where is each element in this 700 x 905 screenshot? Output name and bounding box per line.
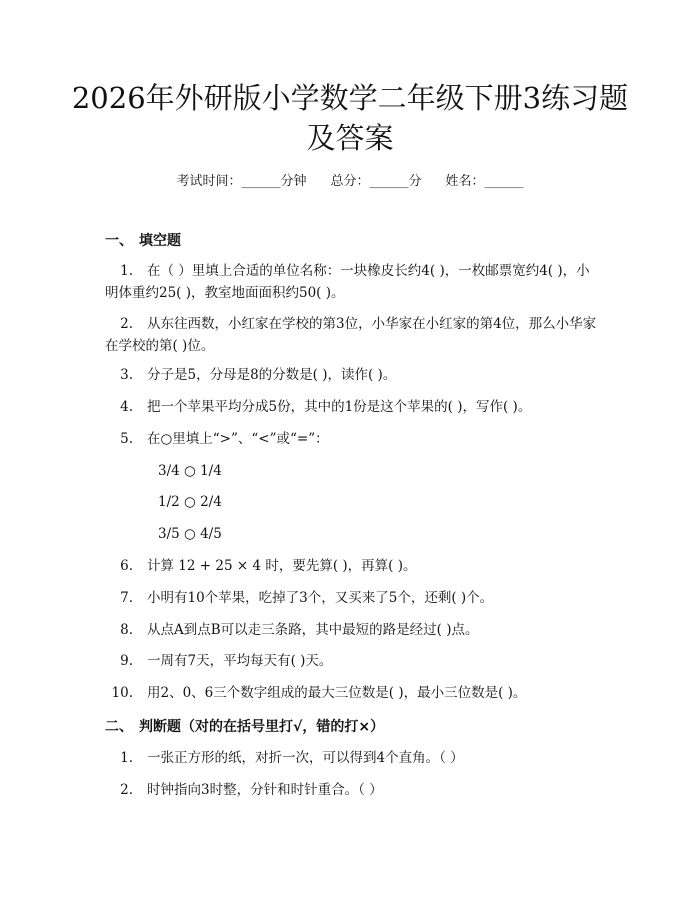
question-text: 分子是5，分母是8的分数是( )，读作( )。 [147,367,397,383]
question-item [105,587,605,609]
section-title: 填空题 [139,233,181,249]
section-heading [105,230,181,250]
question-number: 4. [120,399,133,415]
question-number: 2. [120,782,133,798]
question-item [105,396,605,418]
question-number: 9. [120,653,133,669]
question-text: 一张正方形的纸，对折一次，可以得到4个直角。（ ） [147,750,464,766]
section-number: 一、 [105,233,133,249]
comparison-item: 3/5 ○ 4/5 [158,526,222,542]
comparison-item: 1/2 ○ 2/4 [158,494,222,510]
question-number: 1. [120,263,133,279]
question-number: 2. [120,316,133,332]
student-name: 姓名：______ [445,174,524,189]
exam-time: 考试时间：______分钟 [176,174,307,189]
question-item [105,747,605,769]
question-text: 在（ ）里填上合适的单位名称：一块橡皮长约4( )，一枚邮票宽约4( )，小明体重约25( )，教室地面面积约50( )。 [105,263,590,301]
question-item [105,364,605,386]
question-text: 小明有10个苹果，吃掉了3个，又买来了5个，还剩( )个。 [147,590,494,606]
question-text: 时钟指向3时整，分针和时针重合。（ ） [147,782,383,798]
question-number: 10. [111,685,133,701]
section-title: 判断题（对的在括号里打√，错的打×） [139,719,385,735]
question-item [105,260,600,304]
section-heading [105,716,384,736]
question-text: 从点A到点B可以走三条路，其中最短的路是经过( )点。 [147,622,479,638]
question-number: 5. [120,431,133,447]
question-item [105,555,605,577]
question-item [105,313,600,357]
question-item [105,428,605,450]
question-text: 用2、0、6三个数字组成的最大三位数是( )，最小三位数是( )。 [147,685,527,701]
question-number: 7. [120,590,133,606]
question-item [105,650,605,672]
page-title: 2026年外研版小学数学二年级下册3练习题及答案 [71,81,629,155]
question-number: 6. [120,558,133,574]
question-text: 在○里填上“>”、“<”或“=”： [147,431,329,447]
exam-meta [0,170,700,189]
exam-score: 总分：______分 [330,174,422,189]
question-item [105,682,605,704]
section-number: 二、 [105,719,133,735]
question-text: 计算 12 + 25 × 4 时，要先算( )，再算( )。 [147,558,417,574]
question-item [105,619,605,641]
question-number: 1. [120,750,133,766]
question-item [105,779,605,801]
question-number: 8. [120,622,133,638]
question-text: 一周有7天，平均每天有( )天。 [147,653,333,669]
question-text: 从东往西数，小红家在学校的第3位，小华家在小红家的第4位，那么小华家在学校的第( )位。 [105,316,597,354]
question-number: 3. [120,367,133,383]
comparison-item: 3/4 ○ 1/4 [158,463,222,479]
question-text: 把一个苹果平均分成5份，其中的1份是这个苹果的( )，写作( )。 [147,399,532,415]
